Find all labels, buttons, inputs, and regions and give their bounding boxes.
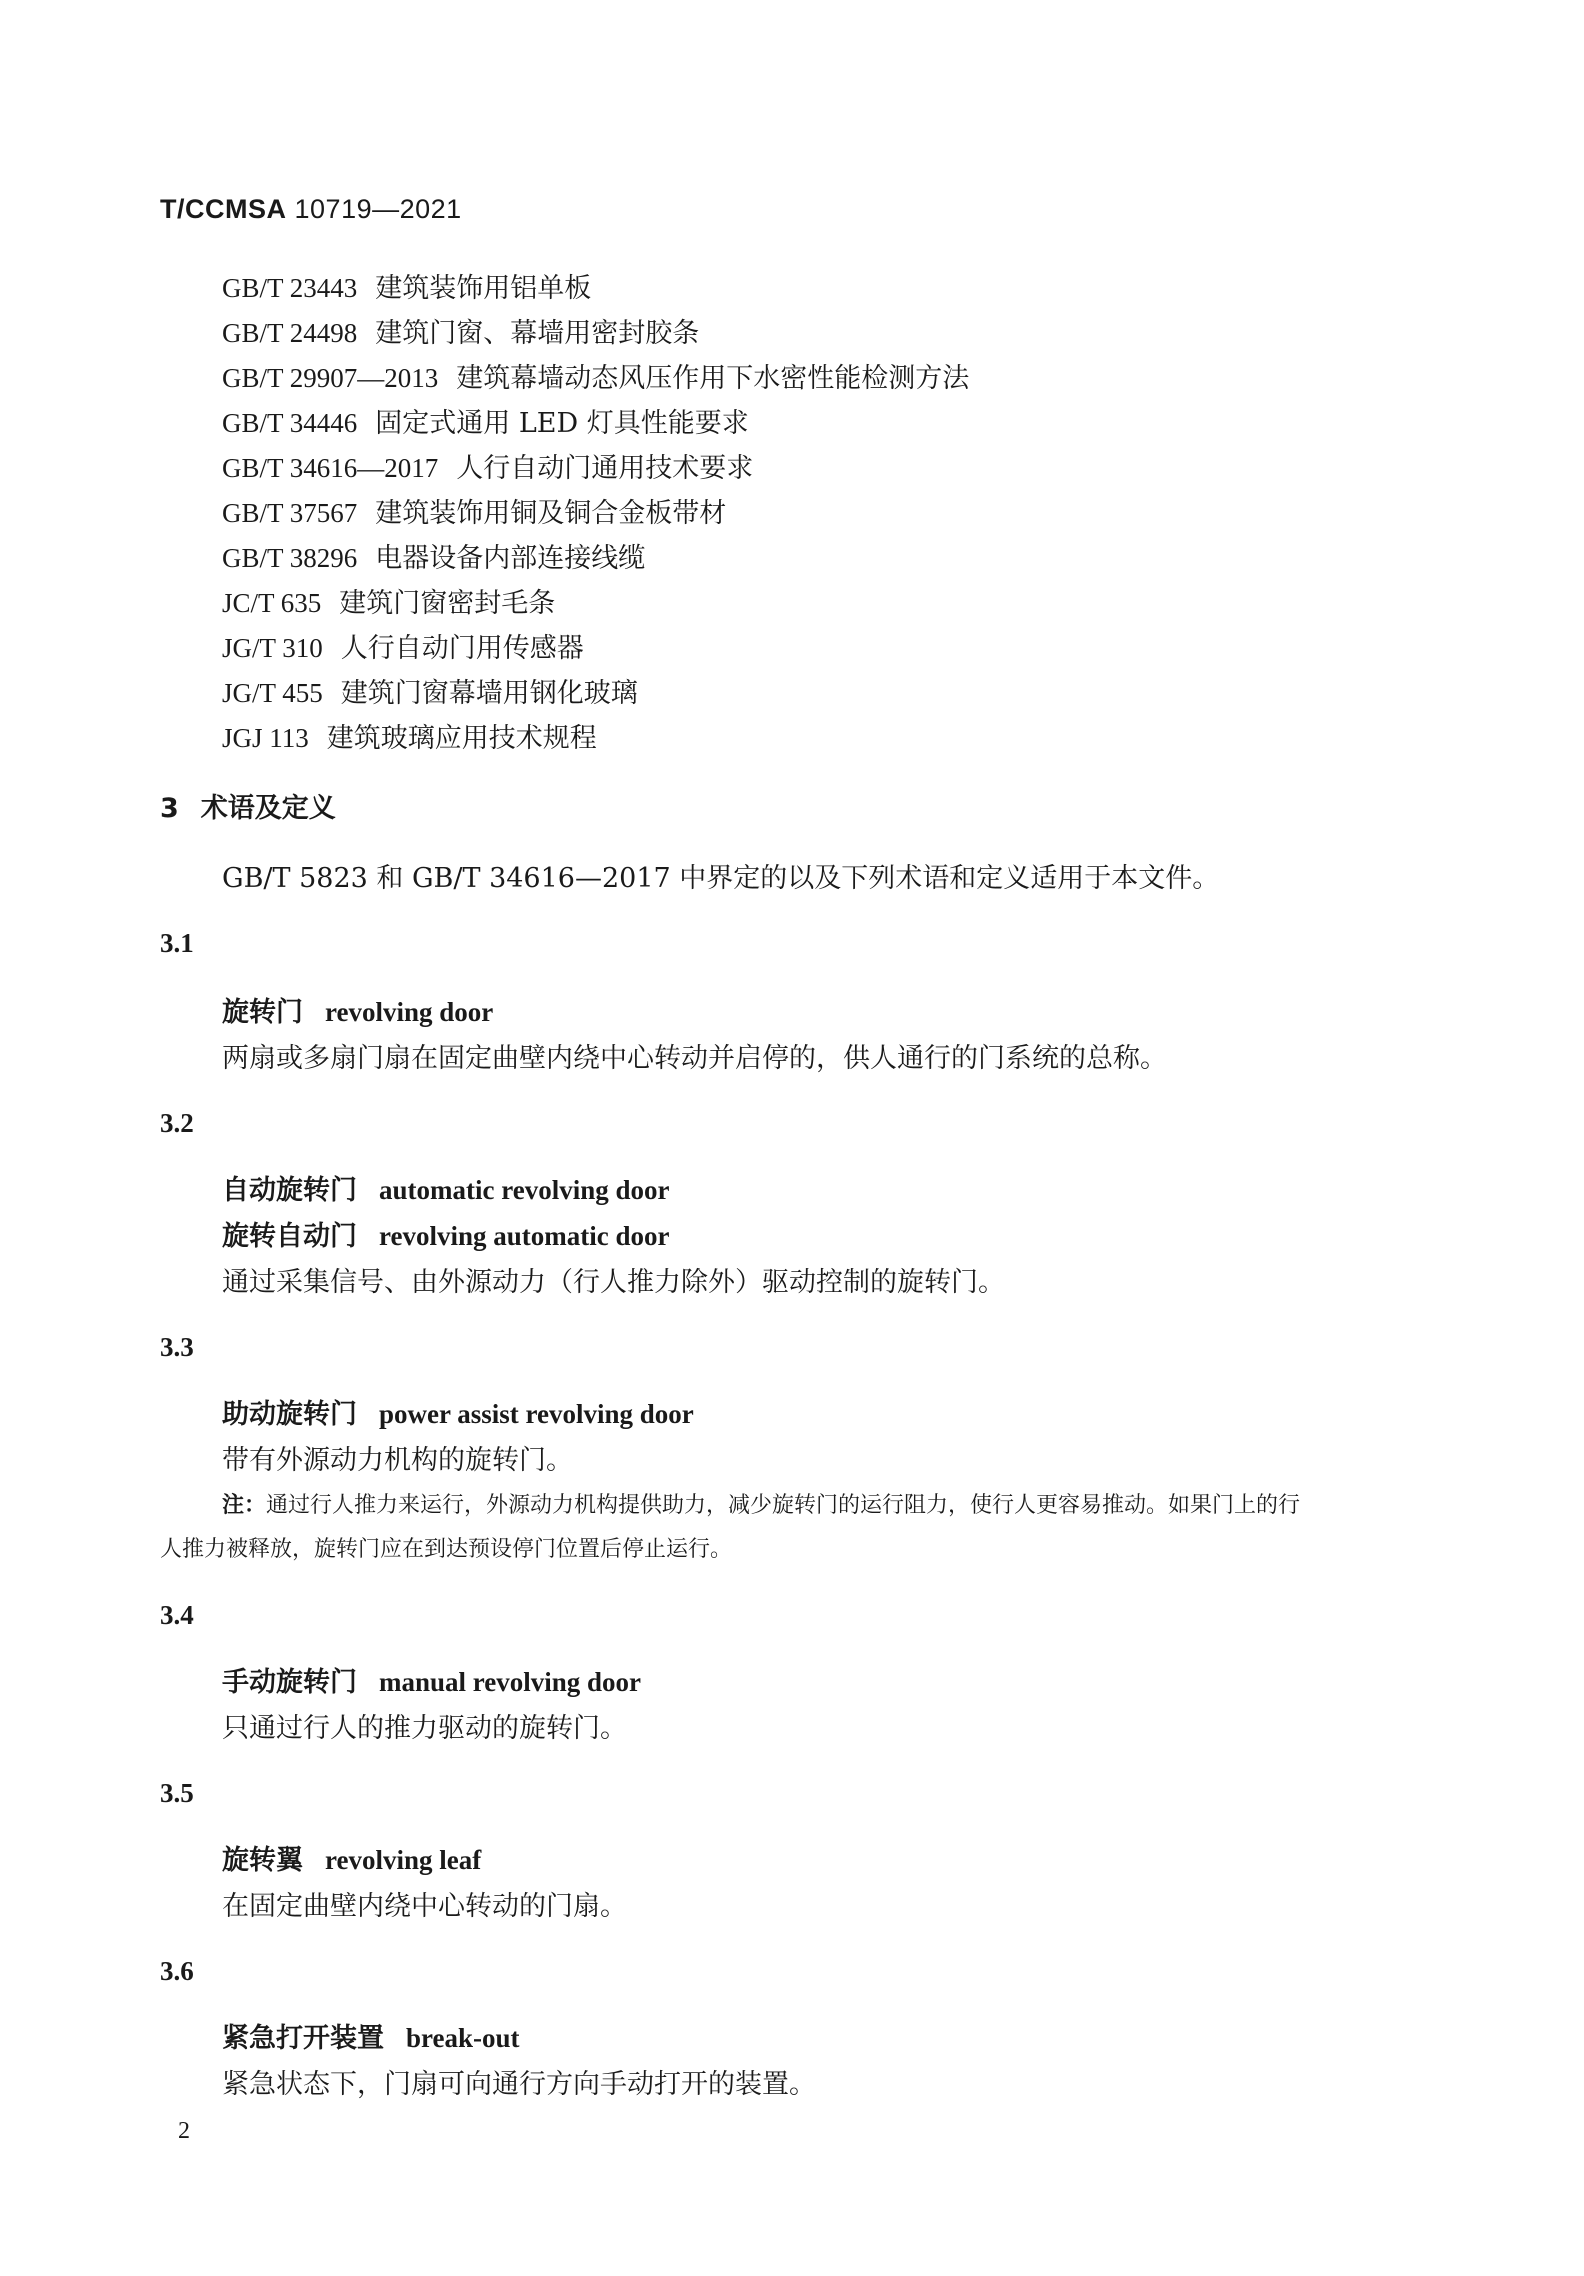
reference-code: GB/T 23443 <box>222 273 358 303</box>
note-label: 注： <box>222 1493 267 1518</box>
reference-title: 固定式通用 LED 灯具性能要求 <box>375 408 749 439</box>
term-zh: 旋转门 <box>222 997 303 1028</box>
term-number: 3.5 <box>160 1778 194 1808</box>
reference-item <box>222 401 969 446</box>
term-heading <box>222 2016 520 2055</box>
term-zh: 紧急打开装置 <box>222 2023 384 2054</box>
page-number: 2 <box>178 2118 190 2144</box>
term-number: 3.1 <box>160 928 194 958</box>
term-synonym <box>222 1214 669 1253</box>
term-heading <box>222 1660 641 1699</box>
note-text-line1: 通过行人推力来运行，外源动力机构提供助力，减少旋转门的运行阻力，使行人更容易推动。如果门上的行 <box>266 1493 1301 1518</box>
reference-code: GB/T 37567 <box>222 498 358 528</box>
term-en: automatic revolving door <box>379 1175 670 1205</box>
standard-prefix: T/CCMSA <box>160 194 287 224</box>
reference-code: JGJ 113 <box>222 723 309 753</box>
reference-code: JC/T 635 <box>222 588 322 618</box>
reference-code: GB/T 34616—2017 <box>222 453 439 483</box>
term-zh: 手动旋转门 <box>222 1667 357 1698</box>
reference-item <box>222 671 969 716</box>
term-number: 3.6 <box>160 1956 194 1986</box>
section-number: 3 <box>160 793 179 824</box>
reference-item <box>222 626 969 671</box>
reference-title: 建筑装饰用铝单板 <box>375 273 592 304</box>
reference-title: 电器设备内部连接线缆 <box>375 543 646 574</box>
term-en: break-out <box>406 2023 520 2053</box>
term-number: 3.3 <box>160 1332 194 1362</box>
reference-item <box>222 581 969 626</box>
term-zh: 助动旋转门 <box>222 1399 357 1430</box>
term-en: manual revolving door <box>379 1667 642 1697</box>
note-text-line2: 人推力被释放，旋转门应在到达预设停门位置后停止运行。 <box>160 1537 733 1562</box>
term-heading <box>222 1392 694 1431</box>
reference-title: 建筑门窗、幕墙用密封胶条 <box>375 318 700 349</box>
term-definition: 带有外源动力机构的旋转门。 <box>222 1445 573 1476</box>
term-zh: 自动旋转门 <box>222 1175 357 1206</box>
term-en: revolving leaf <box>325 1845 482 1875</box>
standard-header <box>160 194 462 225</box>
term-definition: 只通过行人的推力驱动的旋转门。 <box>222 1713 627 1744</box>
section-title: 术语及定义 <box>200 793 336 824</box>
reference-code: GB/T 34446 <box>222 408 358 438</box>
reference-title: 建筑门窗幕墙用钢化玻璃 <box>340 678 638 709</box>
reference-title: 建筑玻璃应用技术规程 <box>326 723 597 754</box>
term-note <box>160 1484 1452 1572</box>
reference-item <box>222 266 969 311</box>
reference-code: GB/T 24498 <box>222 318 358 348</box>
reference-item <box>222 356 969 401</box>
normative-references-list <box>222 266 969 761</box>
reference-title: 建筑装饰用铜及铜合金板带材 <box>375 498 727 529</box>
reference-item <box>222 716 969 761</box>
term-zh: 旋转翼 <box>222 1845 303 1876</box>
reference-title: 建筑门窗密封毛条 <box>339 588 556 619</box>
reference-code: GB/T 38296 <box>222 543 358 573</box>
section-intro: GB/T 5823 和 GB/T 34616—2017 中界定的以及下列术语和定义适用于本文件。 <box>222 863 1220 894</box>
term-definition: 通过采集信号、由外源动力（行人推力除外）驱动控制的旋转门。 <box>222 1267 1005 1298</box>
reference-code: JG/T 310 <box>222 633 323 663</box>
term-en: revolving door <box>325 997 494 1027</box>
term-heading <box>222 1168 669 1207</box>
term-heading <box>222 1838 481 1877</box>
standard-number: 10719—2021 <box>294 194 462 224</box>
term-definition: 两扇或多扇门扇在固定曲壁内绕中心转动并启停的，供人通行的门系统的总称。 <box>222 1043 1167 1074</box>
term-alt-zh: 旋转自动门 <box>222 1221 357 1252</box>
reference-title: 人行自动门通用技术要求 <box>456 453 754 484</box>
reference-item <box>222 446 969 491</box>
reference-code: JG/T 455 <box>222 678 323 708</box>
reference-item <box>222 491 969 536</box>
term-number: 3.4 <box>160 1600 194 1630</box>
section-heading <box>160 786 336 825</box>
reference-item <box>222 311 969 356</box>
reference-title: 建筑幕墙动态风压作用下水密性能检测方法 <box>456 363 970 394</box>
term-definition: 在固定曲壁内绕中心转动的门扇。 <box>222 1891 627 1922</box>
reference-title: 人行自动门用传感器 <box>340 633 584 664</box>
term-number: 3.2 <box>160 1108 194 1138</box>
reference-code: GB/T 29907—2013 <box>222 363 439 393</box>
term-alt-en: revolving automatic door <box>379 1221 670 1251</box>
term-heading <box>222 990 493 1029</box>
reference-item <box>222 536 969 581</box>
term-en: power assist revolving door <box>379 1399 694 1429</box>
term-definition: 紧急状态下，门扇可向通行方向手动打开的装置。 <box>222 2069 816 2100</box>
